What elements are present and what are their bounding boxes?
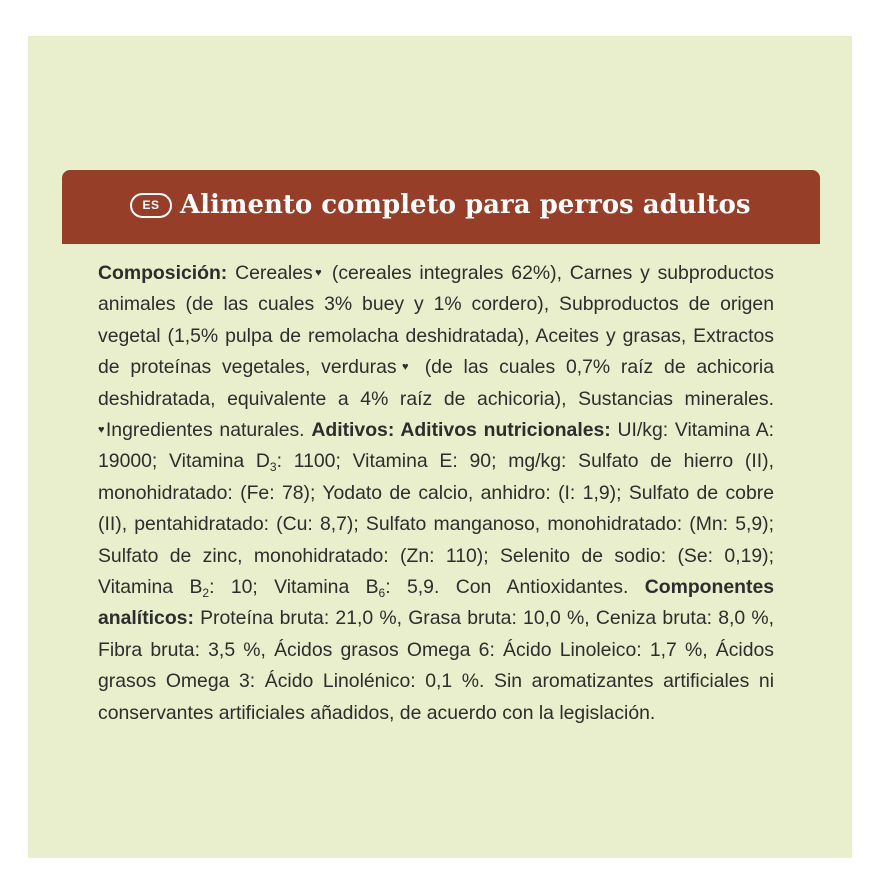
heart-icon: ♥ <box>98 424 106 437</box>
composicion-text-2: (cereales integrales 62%), Carnes y subproductos animales (de las cuales 3% buey y 1% cordero), Subproductos de origen vegetal (1,5% pulpa de remolacha deshidratada), Aceites y grasas, Extractos de proteínas vegetales, verduras <box>98 262 774 379</box>
heart-icon: ♥ <box>396 361 414 374</box>
subscript-6: 6 <box>378 586 386 601</box>
componentes-text: Proteína bruta: 21,0 %, Grasa bruta: 10,0 %, Ceniza bruta: 8,0 %, Fibra bruta: 3,5 %, Ácidos grasos Omega 6: Ácido Linoleico: 1,7 %, Ácidos grasos Omega 3: Ácido Linolénico: 0,1 %. Sin aromatizantes artificiales ni conservantes artificiales añadidos, de acuerdo con la legislación. <box>98 607 774 724</box>
composicion-text-1: Cereales <box>227 262 313 284</box>
subscript-2: 2 <box>202 586 210 601</box>
composicion-label: Composición: <box>98 262 228 284</box>
aditivos-text-1: UI/kg: Vitamina A: 19000; Vitamina D <box>98 419 775 473</box>
aditivos-label: Aditivos: Aditivos nutricionales: <box>311 419 611 442</box>
aditivos-text-2: : 1100; Vitamina E: 90; mg/kg: Sulfato de hierro (II), monohidratado: (Fe: 78); Yodato de calcio, anhidro: (I: 1,9); Sulfato de cobre (II), pentahidratado: (Cu: 8,7); Sulfato manganoso, monohidratado: (Mn: 5,9); Sulfato de zinc, monohidratado: (Zn: 110); Selenito de sodio: (Se: 0,19); Vitamina B <box>98 450 774 599</box>
page-title: Alimento completo para perros adultos <box>180 190 751 220</box>
aditivos-text-4: : 5,9. Con Antioxidantes. <box>385 576 645 599</box>
language-badge: ES <box>130 193 172 218</box>
composicion-text-3: (de las cuales 0,7% raíz de achicoria deshidratada, equivalente a 4% raíz de achicoria), Sustancias minerales. <box>98 356 774 410</box>
heart-icon: ♥ <box>312 267 325 279</box>
composicion-text-4: Ingredientes naturales. <box>105 419 312 442</box>
composition-text <box>98 258 774 729</box>
aditivos-text-3: : 10; Vitamina B <box>209 576 379 599</box>
componentes-label: Componentes analíticos: <box>98 576 775 630</box>
subscript-3: 3 <box>269 460 277 475</box>
